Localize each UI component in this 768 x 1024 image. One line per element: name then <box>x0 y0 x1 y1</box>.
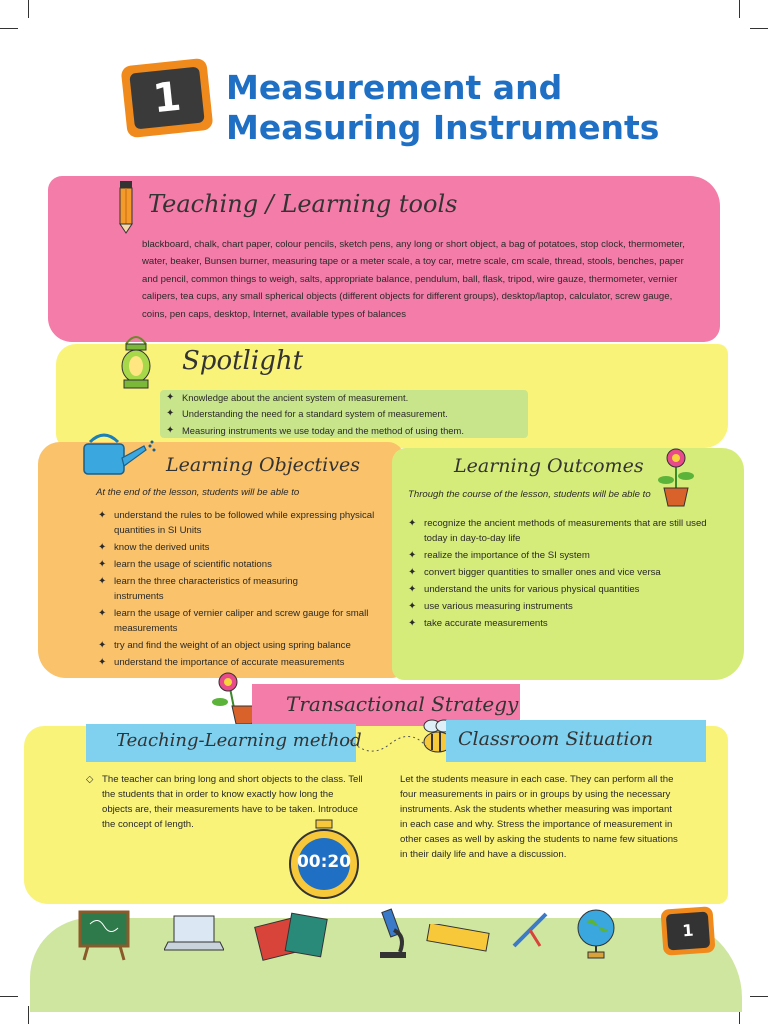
laptop-icon <box>164 914 224 954</box>
crop-mark <box>739 0 740 18</box>
title-line-1: Measurement and <box>226 68 563 107</box>
timer-display: 00:20 <box>296 852 352 872</box>
objectives-list <box>98 508 398 672</box>
books-icon <box>254 908 334 962</box>
outcomes-intro: Through the course of the lesson, students will be able to <box>408 489 651 500</box>
list-item: ✦ know the derived units <box>98 540 398 555</box>
objectives-intro: At the end of the lesson, students will be able to <box>96 487 300 498</box>
list-item: ✦ try and find the weight of an object using spring balance <box>98 638 398 653</box>
list-item: ✦ take accurate measurements <box>408 616 708 631</box>
list-item: ✦ learn the three characteristics of measuring instruments <box>98 574 398 604</box>
list-item: ✦ understand the units for various physical quantities <box>408 582 708 597</box>
method-paragraph: The teacher can bring long and short objects to the class. Tell the students that in order to know exactly how long the objects are, their measurements have to be taken. Introduce the concept of length. <box>102 774 363 830</box>
globe-icon <box>574 906 618 962</box>
list-item: ✦ convert bigger quantities to smaller ones and vice versa <box>408 565 708 580</box>
list-item: ✦ learn the usage of scientific notations <box>98 557 398 572</box>
list-item: ✦ understand the rules to be followed while expressing physical quantities in SI Units <box>98 508 398 538</box>
spotlight-heading: Spotlight <box>182 346 304 376</box>
outcomes-heading: Learning Outcomes <box>454 455 644 477</box>
list-item: ✦ learn the usage of vernier caliper and screw gauge for small measurements <box>98 606 398 636</box>
ruler-icon <box>426 924 490 952</box>
crop-mark <box>28 1006 29 1024</box>
list-item: ✦ Understanding the need for a standard system of measurement. <box>166 407 526 421</box>
title-line-2: Measuring Instruments <box>226 108 660 147</box>
compass-icon <box>510 910 552 950</box>
spotlight-list <box>166 391 526 440</box>
lantern-icon <box>112 330 160 392</box>
crop-mark <box>0 996 18 997</box>
list-item: ✦ Measuring instruments we use today and the method of using them. <box>166 424 526 438</box>
tools-text: blackboard, chalk, chart paper, colour pencils, sketch pens, any long or short object, a bag of potatoes, stop clock, thermometer, water, beaker, Bunsen burner, measuring tape or a meter scale, a toy car, metre scale, cm scale, thread, stools, benches, paper and pencil, common things to weigh, salts, appropriate balance, pendulum, ball, flask, tripod, wire gauze, thermometer, vernier calipers, tea cups, any small spherical objects (different objects for different groups), desktop/laptop, calculator, screw gauge, coins, pen caps, desktop, Internet, available types of balances <box>142 239 685 320</box>
page-number-badge <box>660 906 715 956</box>
list-item: ✦ Knowledge about the ancient system of measurement. <box>166 391 526 405</box>
flower-pot-icon <box>210 668 258 726</box>
chapter-number: 1 <box>129 66 204 129</box>
tools-heading: Teaching / Learning tools <box>148 190 458 218</box>
microscope-icon <box>372 906 412 962</box>
watering-can-icon <box>78 428 160 480</box>
objectives-heading: Learning Objectives <box>166 454 360 476</box>
pencil-icon <box>116 178 136 234</box>
method-heading: Teaching-Learning method <box>116 730 362 751</box>
classroom-heading: Classroom Situation <box>458 728 654 750</box>
list-item: ✦ use various measuring instruments <box>408 599 708 614</box>
dotted-trail <box>350 730 430 760</box>
crop-mark <box>750 28 768 29</box>
crop-mark <box>750 996 768 997</box>
list-item: ✦ understand the importance of accurate measurements <box>98 655 398 670</box>
chapter-badge <box>120 58 213 139</box>
flower-pot-icon <box>654 444 698 508</box>
page-title <box>226 68 696 148</box>
classroom-text: Let the students measure in each case. They can perform all the four measurements in pairs or in groups by using the necessary instruments. Ask the students whether measuring was important in each case and why. Stress the importance of measurement in other cases as well by asking the students to name few situations in their daily life and have a discussion. <box>400 774 678 860</box>
strategy-heading: Transactional Strategy <box>286 692 519 716</box>
crop-mark <box>28 0 29 18</box>
crop-mark <box>0 28 18 29</box>
outcomes-list <box>408 516 708 633</box>
diamond-bullet-icon: ◇ <box>86 774 94 785</box>
chalkboard-icon <box>78 910 130 962</box>
page-number: 1 <box>666 912 710 951</box>
list-item: ✦ realize the importance of the SI system <box>408 548 708 563</box>
list-item: ✦ recognize the ancient methods of measurements that are still used today in day-to-day life <box>408 516 708 546</box>
